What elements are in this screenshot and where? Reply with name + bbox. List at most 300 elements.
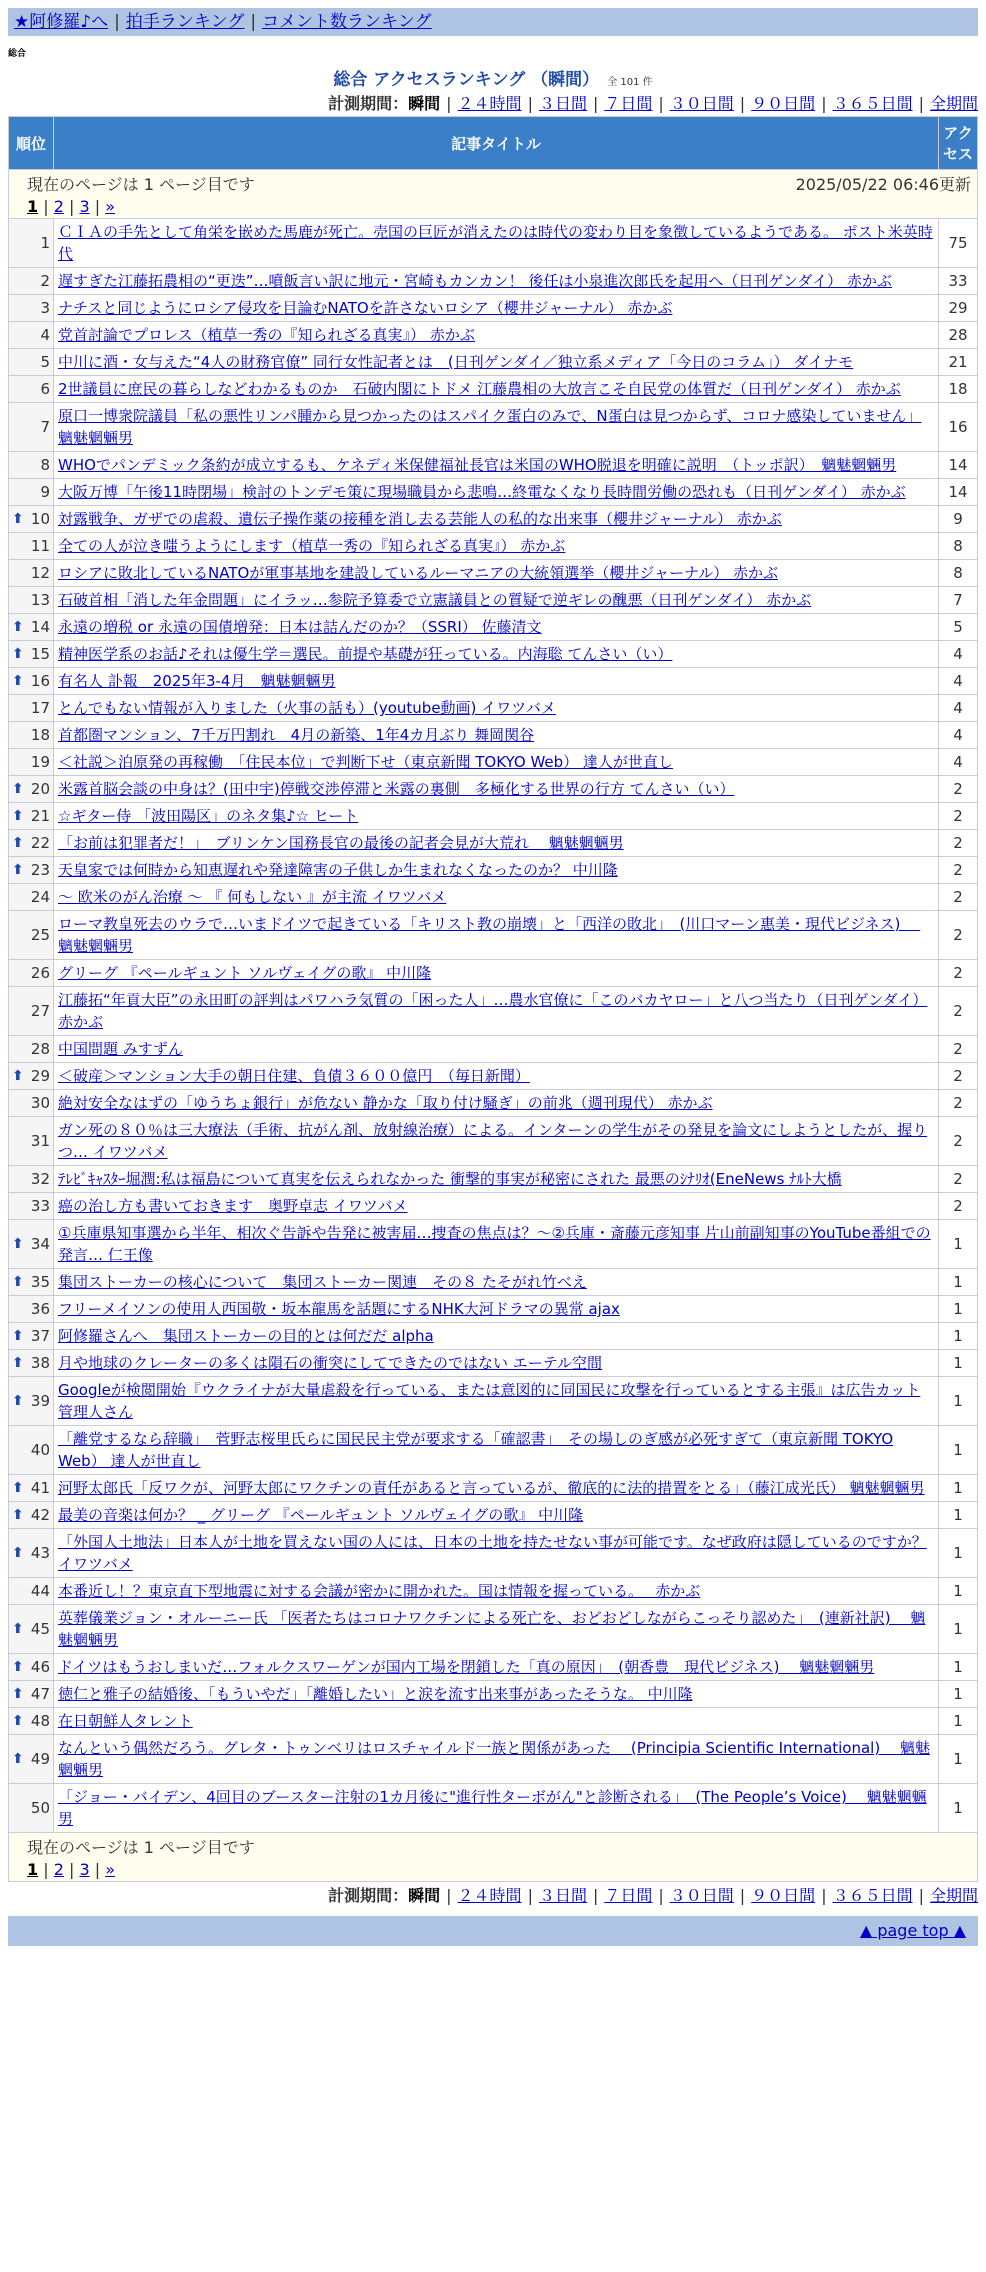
rank-number: 39 xyxy=(30,1392,50,1410)
access-count: 29 xyxy=(939,295,978,322)
rank-up-arrow-icon: ⬆ xyxy=(12,1545,24,1561)
page-link[interactable]: » xyxy=(105,1860,115,1879)
access-count: 1 xyxy=(939,1708,978,1735)
table-row xyxy=(9,1502,978,1529)
title-cell xyxy=(54,1036,939,1063)
ranking-title: 総合 アクセスランキング （瞬間） xyxy=(333,70,600,90)
article-link[interactable]: 対露戦争、ガザでの虐殺、遺伝子操作薬の接種を消し去る芸能人の私的な出来事（櫻井ジャーナル） 赤かぶ xyxy=(58,510,782,528)
article-link[interactable]: 中国問題 みすずん xyxy=(58,1040,183,1058)
period-separator: | xyxy=(592,94,599,113)
rank-cell xyxy=(9,695,54,722)
article-link[interactable]: フリーメイソンの使用人西国敬・坂本龍馬を話題にするNHK大河ドラマの異常 ajax xyxy=(58,1300,620,1318)
access-count: 7 xyxy=(939,587,978,614)
nav-link-asyura[interactable]: ★阿修羅♪へ xyxy=(14,12,109,32)
access-count: 1 xyxy=(939,1426,978,1475)
access-count: 1 xyxy=(939,1784,978,1833)
rank-number: 23 xyxy=(30,861,50,879)
table-row xyxy=(9,1220,978,1269)
table-row xyxy=(9,1529,978,1578)
access-count: 4 xyxy=(939,641,978,668)
table-row xyxy=(9,1296,978,1323)
rank-number: 35 xyxy=(30,1273,50,1291)
article-link[interactable]: 大阪万博「午後11時閉場」検討のトンデモ策に現場職員から悲鳴…終電なくなり長時間労働の恐れも（日刊ゲンダイ） 赤かぶ xyxy=(58,483,906,501)
article-link[interactable]: ドイツはもうおしまいだ…フォルクスワーゲンが国内工場を閉鎖した「真の原因」 (朝香豊 現代ビジネス) 魑魅魍魎男 xyxy=(58,1658,875,1676)
article-link[interactable]: ﾃﾚﾋﾞｷｬｽﾀｰ堀潤:私は福島について真実を伝えられなかった 衝撃的事実が秘密にされた 最悪のｼﾅﾘｵ(EneNews ﾅﾙﾄ大橋 xyxy=(58,1170,842,1188)
access-count: 5 xyxy=(939,614,978,641)
article-link[interactable]: 癌の治し方も書いておきます 奥野卓志 イワツバメ xyxy=(58,1197,408,1215)
table-row xyxy=(9,1735,978,1784)
table-row xyxy=(9,479,978,506)
table-row xyxy=(9,295,978,322)
article-link[interactable]: 全ての人が泣き嗤うようにします（植草一秀の『知られざる真実』） 赤かぶ xyxy=(58,537,566,555)
rank-number: 47 xyxy=(30,1685,50,1703)
access-count: 21 xyxy=(939,349,978,376)
period-link[interactable]: ２４時間 xyxy=(457,94,522,113)
rank-number: 13 xyxy=(30,591,50,609)
rank-number: 5 xyxy=(40,353,50,371)
rank-cell xyxy=(9,960,54,987)
article-link[interactable]: ～ 欧米のがん治療 ～ 『 何もしない 』が主流 イワツバメ xyxy=(58,888,447,906)
article-link[interactable]: 最美の音楽は何か？ _ グリーグ 『ペールギュント ソルヴェイグの歌』 中川隆 xyxy=(58,1506,584,1524)
title-cell xyxy=(54,1529,939,1578)
title-cell xyxy=(54,506,939,533)
rank-cell xyxy=(9,668,54,695)
period-link[interactable]: ９０日間 xyxy=(751,94,816,113)
nav-link-comment-ranking[interactable]: コメント数ランキング xyxy=(262,12,432,32)
period-link[interactable]: ３０日間 xyxy=(669,1886,734,1905)
table-row xyxy=(9,1605,978,1654)
category-label: 総合 xyxy=(8,49,27,59)
article-link[interactable]: 天皇家では何時から知恵遅れや発達障害の子供しか生まれなくなったのか？ 中川隆 xyxy=(58,861,618,879)
rank-up-arrow-icon: ⬆ xyxy=(12,1236,24,1252)
rank-cell xyxy=(9,722,54,749)
rank-cell xyxy=(9,1377,54,1426)
title-cell xyxy=(54,322,939,349)
nav-separator: | xyxy=(114,12,120,32)
title-cell xyxy=(54,403,939,452)
period-link[interactable]: 全期間 xyxy=(929,94,978,113)
title-cell xyxy=(54,1502,939,1529)
rank-number: 41 xyxy=(30,1479,50,1497)
title-cell xyxy=(54,295,939,322)
title-cell xyxy=(54,479,939,506)
article-link[interactable]: 「お前は犯罪者だ！」 ブリンケン国務長官の最後の記者会見が大荒れ 魑魅魍魎男 xyxy=(58,834,624,852)
title-cell xyxy=(54,1193,939,1220)
article-link[interactable]: ガン死の８０％は三大療法（手術、抗がん剤、放射線治療）による。インターンの学生がその発見を論文にしようとしたが、握りつ… イワツバメ xyxy=(58,1121,928,1161)
title-cell xyxy=(54,960,939,987)
access-count: 1 xyxy=(939,1605,978,1654)
article-link[interactable]: ＜社説＞泊原発の再稼働 「住民本位」で判断下せ（東京新聞 TOKYO Web） 達人が世直し xyxy=(58,753,673,771)
access-count: 1 xyxy=(939,1296,978,1323)
article-link[interactable]: 阿修羅さんへ 集団ストーカーの目的とは何だだ alpha xyxy=(58,1327,434,1345)
rank-number: 31 xyxy=(30,1132,50,1150)
table-row xyxy=(9,322,978,349)
rank-number: 21 xyxy=(30,807,50,825)
rank-number: 11 xyxy=(30,537,50,555)
access-count: 2 xyxy=(939,830,978,857)
title-cell xyxy=(54,1784,939,1833)
access-count: 4 xyxy=(939,722,978,749)
rank-up-arrow-icon: ⬆ xyxy=(12,511,24,527)
article-link[interactable]: とんでもない情報が入りました（火事の話も）(youtube動画) イワツバメ xyxy=(58,699,556,717)
rank-number: 33 xyxy=(30,1197,50,1215)
article-link[interactable]: 米露首脳会談の中身は？(田中宇)停戦交渉停滞と米露の裏側 多極化する世界の行方 てんさい（い） xyxy=(58,780,735,798)
article-link[interactable]: 在日朝鮮人タレント xyxy=(58,1712,193,1730)
rank-cell xyxy=(9,1350,54,1377)
pager-top xyxy=(9,170,978,219)
title-cell xyxy=(54,830,939,857)
article-link[interactable]: 「外国人土地法」日本人が土地を買えない国の人には、日本の土地を持たせない事が可能です。なぜ政府は隠しているのですか？ イワツバメ xyxy=(58,1533,927,1573)
table-row xyxy=(9,1377,978,1426)
rank-cell xyxy=(9,1036,54,1063)
rank-number: 42 xyxy=(30,1506,50,1524)
table-row xyxy=(9,749,978,776)
page-separator: | xyxy=(89,197,106,216)
period-link[interactable]: 全期間 xyxy=(929,1886,978,1905)
article-link[interactable]: なんという偶然だろう。グレタ・トゥンベリはロスチャイルド一族と関係があった (Principia Scientific International) 魑魅魍魎男 xyxy=(58,1739,930,1779)
rank-number: 6 xyxy=(40,380,50,398)
article-link[interactable]: 「ジョー・バイデン、4回目のブースター注射の1カ月後に"進行性ターボがん"と診断される」 (The People’s Voice) 魑魅魍魎男 xyxy=(58,1788,927,1828)
rank-number: 14 xyxy=(30,618,50,636)
nav-link-applause-ranking[interactable]: 拍手ランキング xyxy=(125,12,245,32)
page-link[interactable]: 3 xyxy=(79,1860,90,1879)
table-row xyxy=(9,668,978,695)
table-row xyxy=(9,1475,978,1502)
title-cell xyxy=(54,1063,939,1090)
title-cell xyxy=(54,1426,939,1475)
rank-cell xyxy=(9,533,54,560)
rank-up-arrow-icon: ⬆ xyxy=(12,835,24,851)
title-cell xyxy=(54,911,939,960)
table-row xyxy=(9,587,978,614)
access-count: 2 xyxy=(939,1166,978,1193)
page-link[interactable]: » xyxy=(105,197,115,216)
page-link[interactable]: 2 xyxy=(53,197,64,216)
rank-cell xyxy=(9,376,54,403)
table-row xyxy=(9,452,978,479)
table-row xyxy=(9,884,978,911)
updated-timestamp: 2025/05/22 06:46更新 xyxy=(795,175,971,194)
table-row xyxy=(9,1117,978,1166)
rank-cell xyxy=(9,479,54,506)
rank-up-arrow-icon: ⬆ xyxy=(12,1393,24,1409)
rank-number: 28 xyxy=(30,1040,50,1058)
access-count: 2 xyxy=(939,776,978,803)
pagination xyxy=(27,197,971,216)
period-link[interactable]: ３６５日間 xyxy=(832,1886,913,1905)
rank-cell xyxy=(9,1529,54,1578)
rank-number: 20 xyxy=(30,780,50,798)
table-row xyxy=(9,776,978,803)
access-count: 8 xyxy=(939,560,978,587)
table-row xyxy=(9,911,978,960)
table-row xyxy=(9,1036,978,1063)
article-link[interactable]: Googleが検閲開始『ウクライナが大量虐殺を行っている、または意図的に同国民に攻撃を行っているとする主張』は広告カット 管理人さん xyxy=(58,1381,921,1421)
rank-cell xyxy=(9,452,54,479)
period-nav-top xyxy=(8,92,978,116)
rank-number: 2 xyxy=(40,272,50,290)
rank-number: 12 xyxy=(30,564,50,582)
period-link[interactable]: ７日間 xyxy=(604,1886,653,1905)
period-label: 計測期間： xyxy=(328,1886,409,1905)
period-current: 瞬間 xyxy=(408,94,441,113)
rank-cell xyxy=(9,803,54,830)
title-cell xyxy=(54,219,939,268)
article-link[interactable]: 絶対安全なはずの「ゆうちょ銀行」が危ない 静かな「取り付け騒ぎ」の前兆（週刊現代） 赤かぶ xyxy=(58,1094,713,1112)
access-count: 18 xyxy=(939,376,978,403)
ranking-title-row xyxy=(0,65,986,90)
rank-cell xyxy=(9,884,54,911)
access-count: 16 xyxy=(939,403,978,452)
table-row xyxy=(9,1323,978,1350)
article-link[interactable]: ☆ギター侍 「波田陽区」のネタ集♪☆ ヒート xyxy=(58,807,359,825)
title-cell xyxy=(54,1296,939,1323)
period-link[interactable]: ２４時間 xyxy=(457,1886,522,1905)
table-row xyxy=(9,219,978,268)
rank-cell xyxy=(9,1735,54,1784)
access-count: 9 xyxy=(939,506,978,533)
article-link[interactable]: 有名人 訃報 2025年3-4月 魑魅魍魎男 xyxy=(58,672,336,690)
rank-cell xyxy=(9,776,54,803)
rank-number: 43 xyxy=(30,1544,50,1562)
article-link[interactable]: 徳仁と雅子の結婚後、「もういやだ」「離婚したい」と涙を流す出来事があったそうな。 中川隆 xyxy=(58,1685,693,1703)
article-link[interactable]: 遅すぎた江藤拓農相の“更迭”…噴飯言い訳に地元・宮崎もカンカン！ 後任は小泉進次郎氏を起用へ（日刊ゲンダイ） 赤かぶ xyxy=(58,272,892,290)
table-row xyxy=(9,1654,978,1681)
table-row xyxy=(9,987,978,1036)
access-count: 2 xyxy=(939,1036,978,1063)
rank-number: 19 xyxy=(30,753,50,771)
bottom-nav xyxy=(8,1916,978,1946)
current-page-text: 現在のページは 1 ページ目です xyxy=(27,1838,255,1857)
table-header xyxy=(9,117,978,170)
article-link[interactable]: ロシアに敗北しているNATOが軍事基地を建設しているルーマニアの大統領選挙（櫻井ジャーナル） 赤かぶ xyxy=(58,564,779,582)
rank-number: 40 xyxy=(30,1441,50,1459)
rank-up-arrow-icon: ⬆ xyxy=(12,673,24,689)
period-separator: | xyxy=(918,1886,924,1905)
article-link[interactable]: 集団ストーカーの核心について 集団ストーカー関連 その８ たそがれ竹べえ xyxy=(58,1273,587,1291)
article-link[interactable]: 石破首相「消した年金問題」にイラッ…参院予算委で立憲議員との質疑で逆ギレの醜悪（日刊ゲンダイ） 赤かぶ xyxy=(58,591,812,609)
rank-up-arrow-icon: ⬆ xyxy=(12,1507,24,1523)
article-link[interactable]: 原口一博衆院議員「私の悪性リンパ腫から見つかったのはスパイク蛋白のみで、N蛋白は見つからず、コロナ感染していません」 魑魅魍魎男 xyxy=(58,407,922,447)
rank-cell xyxy=(9,560,54,587)
title-cell xyxy=(54,452,939,479)
period-separator: | xyxy=(918,94,924,113)
rank-cell xyxy=(9,1475,54,1502)
rank-cell xyxy=(9,219,54,268)
table-row xyxy=(9,857,978,884)
article-link[interactable]: グリーグ 『ペールギュント ソルヴェイグの歌』 中川隆 xyxy=(58,964,432,982)
rank-up-arrow-icon: ⬆ xyxy=(12,646,24,662)
article-link[interactable]: 2世議員に庶民の暮らしなどわかるものか 石破内閣にトドメ 江藤農相の大放言こそ自民党の体質だ（日刊ゲンダイ） 赤かぶ xyxy=(58,380,901,398)
access-count: 14 xyxy=(939,452,978,479)
rank-number: 17 xyxy=(30,699,50,717)
header-access: アクセス xyxy=(939,117,978,170)
article-link[interactable]: ＣＩＡの手先として角栄を嵌めた馬鹿が死亡。売国の巨匠が消えたのは時代の変わり目を象徴しているようである。 ポスト米英時代 xyxy=(58,223,933,263)
rank-number: 32 xyxy=(30,1170,50,1188)
rank-cell xyxy=(9,1269,54,1296)
period-link[interactable]: ３６５日間 xyxy=(832,94,913,113)
rank-up-arrow-icon: ⬆ xyxy=(12,1068,24,1084)
rank-cell xyxy=(9,349,54,376)
rank-up-arrow-icon: ⬆ xyxy=(12,1751,24,1767)
rank-cell xyxy=(9,1654,54,1681)
title-cell xyxy=(54,884,939,911)
access-count: 2 xyxy=(939,960,978,987)
rank-cell xyxy=(9,1166,54,1193)
access-count: 2 xyxy=(939,987,978,1036)
rank-up-arrow-icon: ⬆ xyxy=(12,1686,24,1702)
period-link[interactable]: ７日間 xyxy=(604,94,653,113)
article-link[interactable]: 首都圏マンション、7千万円割れ 4月の新築、1年4カ月ぶり 舞岡関谷 xyxy=(58,726,535,744)
rank-number: 38 xyxy=(30,1354,50,1372)
page-separator: | xyxy=(63,1860,80,1879)
pagination xyxy=(27,1860,971,1879)
table-row xyxy=(9,1090,978,1117)
title-cell xyxy=(54,1269,939,1296)
access-count: 4 xyxy=(939,668,978,695)
access-count: 1 xyxy=(939,1220,978,1269)
access-count: 1 xyxy=(939,1681,978,1708)
period-link[interactable]: ９０日間 xyxy=(751,1886,816,1905)
article-link[interactable]: ローマ教皇死去のウラで…いまドイツで起きている「キリスト教の崩壊」と「西洋の敗北」 (川口マーン惠美・現代ビジネス) 魑魅魍魎男 xyxy=(58,915,921,955)
ranking-table xyxy=(8,116,978,1882)
rank-cell xyxy=(9,1323,54,1350)
access-count: 28 xyxy=(939,322,978,349)
access-count: 8 xyxy=(939,533,978,560)
access-count: 1 xyxy=(939,1502,978,1529)
access-count: 2 xyxy=(939,857,978,884)
table-row xyxy=(9,1269,978,1296)
title-cell xyxy=(54,1681,939,1708)
article-link[interactable]: WHOでパンデミック条約が成立するも、ケネディ米保健福祉長官は米国のWHO脱退を明確に説明 （トッポ訳） 魑魅魍魎男 xyxy=(58,456,897,474)
rank-number: 15 xyxy=(30,645,50,663)
rank-number: 48 xyxy=(30,1712,50,1730)
period-separator: | xyxy=(446,1886,452,1905)
rank-number: 7 xyxy=(40,418,50,436)
article-link[interactable]: 河野太郎氏「反ワクが、河野太郎にワクチンの責任があると言っているが、徹底的に法的措置をとる」（藤江成光氏） 魑魅魍魎男 xyxy=(58,1479,925,1497)
title-cell xyxy=(54,722,939,749)
page-link[interactable]: 2 xyxy=(53,1860,64,1879)
table-row xyxy=(9,1708,978,1735)
rank-number: 37 xyxy=(30,1327,50,1345)
period-separator: | xyxy=(821,1886,827,1905)
title-cell xyxy=(54,1377,939,1426)
page-link-current[interactable]: 1 xyxy=(27,1860,39,1879)
title-cell xyxy=(54,1654,939,1681)
title-cell xyxy=(54,560,939,587)
rank-up-arrow-icon: ⬆ xyxy=(12,1713,24,1729)
period-current: 瞬間 xyxy=(408,1886,441,1905)
title-cell xyxy=(54,1475,939,1502)
article-link[interactable]: ＜破産＞マンション大手の朝日住建、負債３６００億円 （毎日新聞） xyxy=(58,1067,530,1085)
table-row xyxy=(9,1681,978,1708)
table-row xyxy=(9,1350,978,1377)
rank-up-arrow-icon: ⬆ xyxy=(12,1274,24,1290)
nav-separator: | xyxy=(250,12,257,32)
period-separator: | xyxy=(658,1886,664,1905)
title-cell xyxy=(54,268,939,295)
rank-cell xyxy=(9,403,54,452)
rank-number: 50 xyxy=(30,1799,50,1817)
table-row xyxy=(9,1063,978,1090)
rank-number: 8 xyxy=(40,456,50,474)
article-link[interactable]: 永遠の増税 or 永遠の国債増発：日本は詰んだのか？（SSRI） 佐藤清文 xyxy=(58,618,542,636)
rank-up-arrow-icon: ⬆ xyxy=(12,862,24,878)
pager-cell xyxy=(9,170,978,219)
rank-cell xyxy=(9,749,54,776)
rank-cell xyxy=(9,1578,54,1605)
rank-up-arrow-icon: ⬆ xyxy=(12,1659,24,1675)
period-link[interactable]: ３日間 xyxy=(538,94,587,113)
article-link[interactable]: 月や地球のクレーターの多くは隕石の衝突にしてできたのではない エーテル空間 xyxy=(58,1354,603,1372)
article-link[interactable]: 英葬儀業ジョン・オルーニー氏 「医者たちはコロナワクチンによる死亡を、おどおどしながらこっそり認めた」 (連新社訳) 魑魅魍魎男 xyxy=(58,1609,926,1649)
article-link[interactable]: 中川に酒・女与えた“4人の財務官僚” 同行女性記者とは (日刊ゲンダイ／独立系メディア「今日のコラム」） ダイナモ xyxy=(58,353,854,371)
title-cell xyxy=(54,533,939,560)
access-count: 1 xyxy=(939,1475,978,1502)
period-nav-bottom xyxy=(8,1884,978,1908)
top-nav xyxy=(8,8,978,36)
table-row xyxy=(9,641,978,668)
rank-cell xyxy=(9,1063,54,1090)
page-top-link[interactable]: ▲ page top ▲ xyxy=(859,1921,966,1940)
article-link[interactable]: 「離党するなら辞職」 菅野志桜里氏らに国民民主党が要求する「確認書」 その場しのぎ感が必死すぎて（東京新聞 TOKYO Web） 達人が世直し xyxy=(58,1430,894,1470)
table-row xyxy=(9,695,978,722)
article-link[interactable]: ナチスと同じようにロシア侵攻を目論むNATOを許さないロシア（櫻井ジャーナル） 赤かぶ xyxy=(58,299,673,317)
rank-number: 16 xyxy=(30,672,50,690)
table-row xyxy=(9,268,978,295)
article-link[interactable]: 精神医学系のお話♪それは優生学＝選民。前提や基礎が狂っている。内海聡 てんさい（い） xyxy=(58,645,673,663)
period-separator: | xyxy=(739,1886,746,1905)
period-separator: | xyxy=(527,94,533,113)
rank-cell xyxy=(9,830,54,857)
rank-number: 4 xyxy=(40,326,50,344)
pager-bottom xyxy=(9,1833,978,1882)
rank-number: 36 xyxy=(30,1300,50,1318)
title-cell xyxy=(54,1605,939,1654)
title-cell xyxy=(54,1166,939,1193)
page-link-current[interactable]: 1 xyxy=(27,197,39,216)
rank-cell xyxy=(9,1784,54,1833)
period-link[interactable]: ３日間 xyxy=(538,1886,587,1905)
article-link[interactable]: 党首討論でプロレス（植草一秀の『知られざる真実』） 赤かぶ xyxy=(58,326,475,344)
page-separator: | xyxy=(38,1860,54,1879)
title-cell xyxy=(54,641,939,668)
article-link[interactable]: ①兵庫県知事選から半年、相次ぐ告訴や告発に被害届…捜査の焦点は？～②兵庫・斎藤元彦知事 片山前副知事のYouTube番組での発言… 仁王像 xyxy=(58,1224,931,1264)
rank-number: 25 xyxy=(30,926,50,944)
title-cell xyxy=(54,857,939,884)
page-link[interactable]: 3 xyxy=(79,197,90,216)
rank-cell xyxy=(9,857,54,884)
title-cell xyxy=(54,1220,939,1269)
rank-up-arrow-icon: ⬆ xyxy=(12,808,24,824)
title-cell xyxy=(54,1350,939,1377)
article-link[interactable]: 本番近し！？東京直下型地震に対する会議が密かに開かれた。国は情報を握っている。 赤かぶ xyxy=(58,1582,701,1600)
rank-cell xyxy=(9,1502,54,1529)
title-cell xyxy=(54,987,939,1036)
article-link[interactable]: 江藤拓“年貢大臣”の永田町の評判はパワハラ気質の「困った人」…農水官僚に「このバカヤロー」と八つ当たり（日刊ゲンダイ） 赤かぶ xyxy=(58,991,928,1031)
title-cell xyxy=(54,668,939,695)
rank-number: 1 xyxy=(40,234,50,252)
title-cell xyxy=(54,614,939,641)
rank-cell xyxy=(9,1117,54,1166)
rank-cell xyxy=(9,987,54,1036)
access-count: 2 xyxy=(939,1193,978,1220)
period-link[interactable]: ３０日間 xyxy=(669,94,734,113)
period-separator: | xyxy=(592,1886,599,1905)
table-row xyxy=(9,722,978,749)
access-count: 1 xyxy=(939,1323,978,1350)
table-row xyxy=(9,1426,978,1475)
